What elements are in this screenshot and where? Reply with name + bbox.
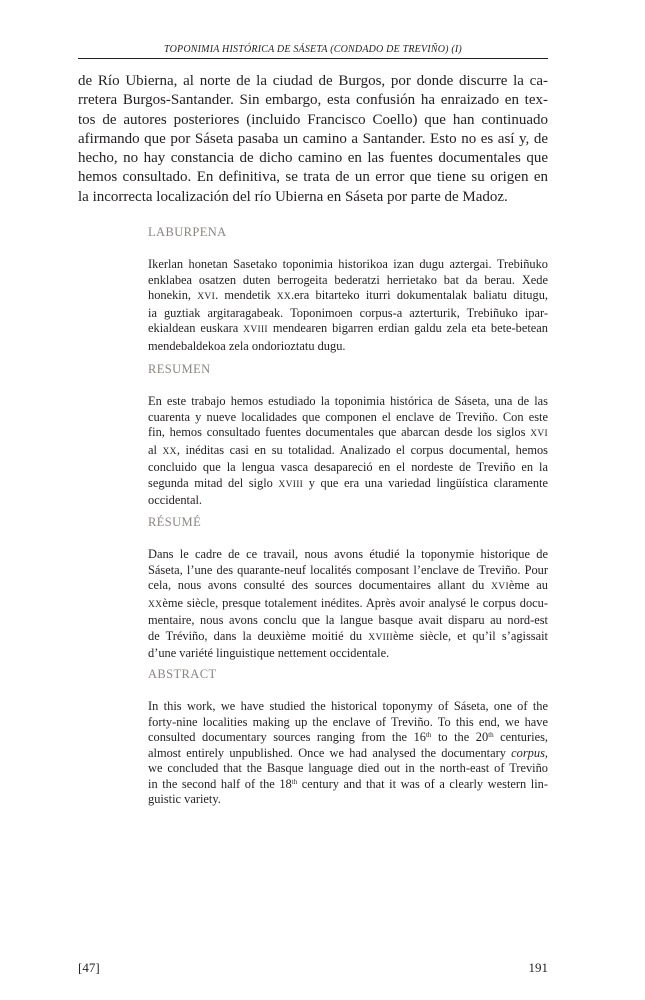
- text-run: almost entirely unpublished. Once we had analysed the documentary: [148, 745, 512, 760]
- resume-line: d’une variété linguistique nettement occidentale.: [148, 646, 390, 660]
- laburpena-line: enklabea osatzen duten berrogeita bederatzi herrietako bat da berau. Xede: [148, 272, 548, 287]
- laburpena-line: [148, 321, 548, 339]
- intro-line: de Río Ubierna, al norte de la ciudad de Burgos, por donde discurre la ca-: [78, 73, 548, 89]
- resumen-line: occidental.: [148, 493, 203, 507]
- resumen-line: [148, 425, 548, 443]
- resume-line: mentaire, nous avons conclu que la langue basque avait disparu au nord-est: [148, 613, 548, 627]
- ordinal-suffix: th: [291, 777, 298, 786]
- text-run: century and that it was of a clearly western lin-: [297, 776, 548, 791]
- laburpena-line: mendebaldekoa zela ondorioztatu dugu.: [148, 338, 346, 353]
- intro-line: rretera Burgos-Santander. Sin embargo, esta confusión ha enraizado en tex-: [78, 92, 548, 109]
- page-number: 191: [528, 960, 548, 975]
- abstract-line: [148, 730, 548, 746]
- text-run: ekialdean euskara: [148, 321, 244, 335]
- century-numeral: XVI: [197, 292, 216, 302]
- resume-section: [148, 514, 548, 662]
- century-numeral: XVIII: [243, 325, 268, 335]
- intro-line: la incorrecta localización del río Ubierna en Sáseta por parte de Madoz.: [78, 188, 508, 205]
- italic-term: corpus: [511, 745, 545, 760]
- abstract-line: In this work, we have studied the historical toponymy of Sáseta, one of the: [148, 699, 548, 713]
- laburpena-line: ia guztiak argitaragabeak. Toponimoen corpus-a azterturik, Trebiñuko ipar-: [148, 305, 548, 320]
- century-numeral: XX: [162, 446, 177, 457]
- abstract-body: [148, 699, 548, 808]
- resumen-section: [148, 361, 548, 509]
- abstract-section: [148, 666, 548, 808]
- resume-line: [148, 629, 548, 647]
- text-run: .era bitarteko iturri dokumentalak baliatu ditugu,: [291, 288, 548, 302]
- intro-paragraph: [78, 72, 548, 207]
- century-numeral: XVIII: [368, 632, 393, 643]
- section-title-laburpena: LABURPENA: [148, 225, 227, 239]
- running-header: TOPONIMIA HISTÓRICA DE SÁSETA (CONDADO DE TREVIÑO) (I): [164, 44, 462, 55]
- text-run: centuries,: [493, 730, 548, 744]
- ordinal-suffix: th: [425, 731, 432, 739]
- abstract-line: we concluded that the Basque language died out in the north-east of Treviño: [148, 761, 548, 775]
- century-numeral: XVI: [491, 582, 509, 592]
- laburpena-body: [148, 257, 548, 354]
- abstract-line: guistic variety.: [148, 792, 221, 806]
- resumen-line: [148, 443, 548, 461]
- ordinal-suffix: th: [488, 731, 494, 739]
- text-run: segunda mitad del siglo: [148, 475, 279, 490]
- text-run: y que era una variedad lingüística claramente: [303, 475, 548, 490]
- resumen-line: [148, 476, 548, 494]
- abstract-line: forty-nine localities making up the enclave of Treviño. To this end, we have: [148, 714, 548, 729]
- century-numeral: XX: [276, 292, 292, 302]
- text-run: cela, nous avons consulté des sources documentaires allant du: [148, 578, 492, 592]
- resumen-line: cuarenta y nueve localidades que componen el enclave de Treviño. Con este: [148, 409, 548, 424]
- resumen-line: En este trabajo hemos estudiado la toponimia histórica de Sáseta, una de las: [148, 394, 548, 408]
- resume-line: [148, 578, 548, 596]
- text-run: ème au: [508, 578, 548, 592]
- century-numeral: XVI: [530, 429, 548, 439]
- text-run: consulted documentary sources ranging from the 16: [148, 730, 426, 744]
- header-rule: [78, 58, 548, 59]
- section-title-abstract: ABSTRACT: [148, 667, 217, 681]
- text-run: ,: [544, 745, 548, 760]
- text-run: fin, hemos consultado fuentes documentales que abarcan desde los siglos: [148, 425, 531, 439]
- century-numeral: XX: [148, 599, 163, 610]
- resume-body: [148, 547, 548, 662]
- text-run: in the second half of the 18: [148, 776, 292, 791]
- text-run: de Tréviño, dans la deuxième moitié du: [148, 628, 369, 643]
- resume-line: Sáseta, l’une des quarante-neuf localités composant l’enclave de Treviño. Pour: [148, 562, 548, 577]
- resumen-body: [148, 394, 548, 509]
- text-run: ème siècle, et qu’il s’agissait: [393, 628, 548, 643]
- intro-line: afirmando que por Sáseta pasaba un camino a Santander. Esto no es así y, de: [78, 130, 548, 147]
- intro-line: hecho, no hay constancia de dicho camino en las fuentes documentales que: [78, 150, 548, 167]
- text-run: to the 20: [431, 730, 489, 744]
- text-run: . mendetik: [215, 288, 277, 302]
- abstract-line: [148, 777, 548, 793]
- text-run: mendearen bigarren erdian galdu zela eta bete-betean: [267, 321, 548, 335]
- section-title-resume: RÉSUMÉ: [148, 515, 202, 529]
- text-run: , inéditas casi en su totalidad. Analizado el corpus documental, hemos: [176, 442, 548, 457]
- text-run: honekin,: [148, 288, 198, 302]
- text-run: al: [148, 442, 163, 457]
- century-numeral: XVIII: [278, 479, 304, 490]
- resume-line: [148, 596, 548, 614]
- laburpena-line: [148, 288, 548, 306]
- text-run: ème siècle, presque totalement inédites. Après avoir analysé le corpus docu-: [162, 595, 548, 610]
- laburpena-section: [148, 224, 548, 354]
- resumen-line: concluido que la lengua vasca desapareció en el nordeste de Treviño en la: [148, 460, 548, 474]
- abstract-line: [148, 746, 548, 762]
- page-reference: [47]: [78, 960, 100, 975]
- resume-line: Dans le cadre de ce travail, nous avons étudié la toponymie historique de: [148, 547, 548, 561]
- laburpena-line: Ikerlan honetan Sasetako toponimia historikoa izan dugu aztergai. Trebiñuko: [148, 257, 548, 271]
- section-title-resumen: RESUMEN: [148, 362, 211, 376]
- intro-line: tos de autores posteriores (incluido Francisco Coello) que han continuado: [78, 111, 548, 128]
- intro-line: hemos consultado. En definitiva, se trata de un error que tiene su origen en: [78, 169, 548, 186]
